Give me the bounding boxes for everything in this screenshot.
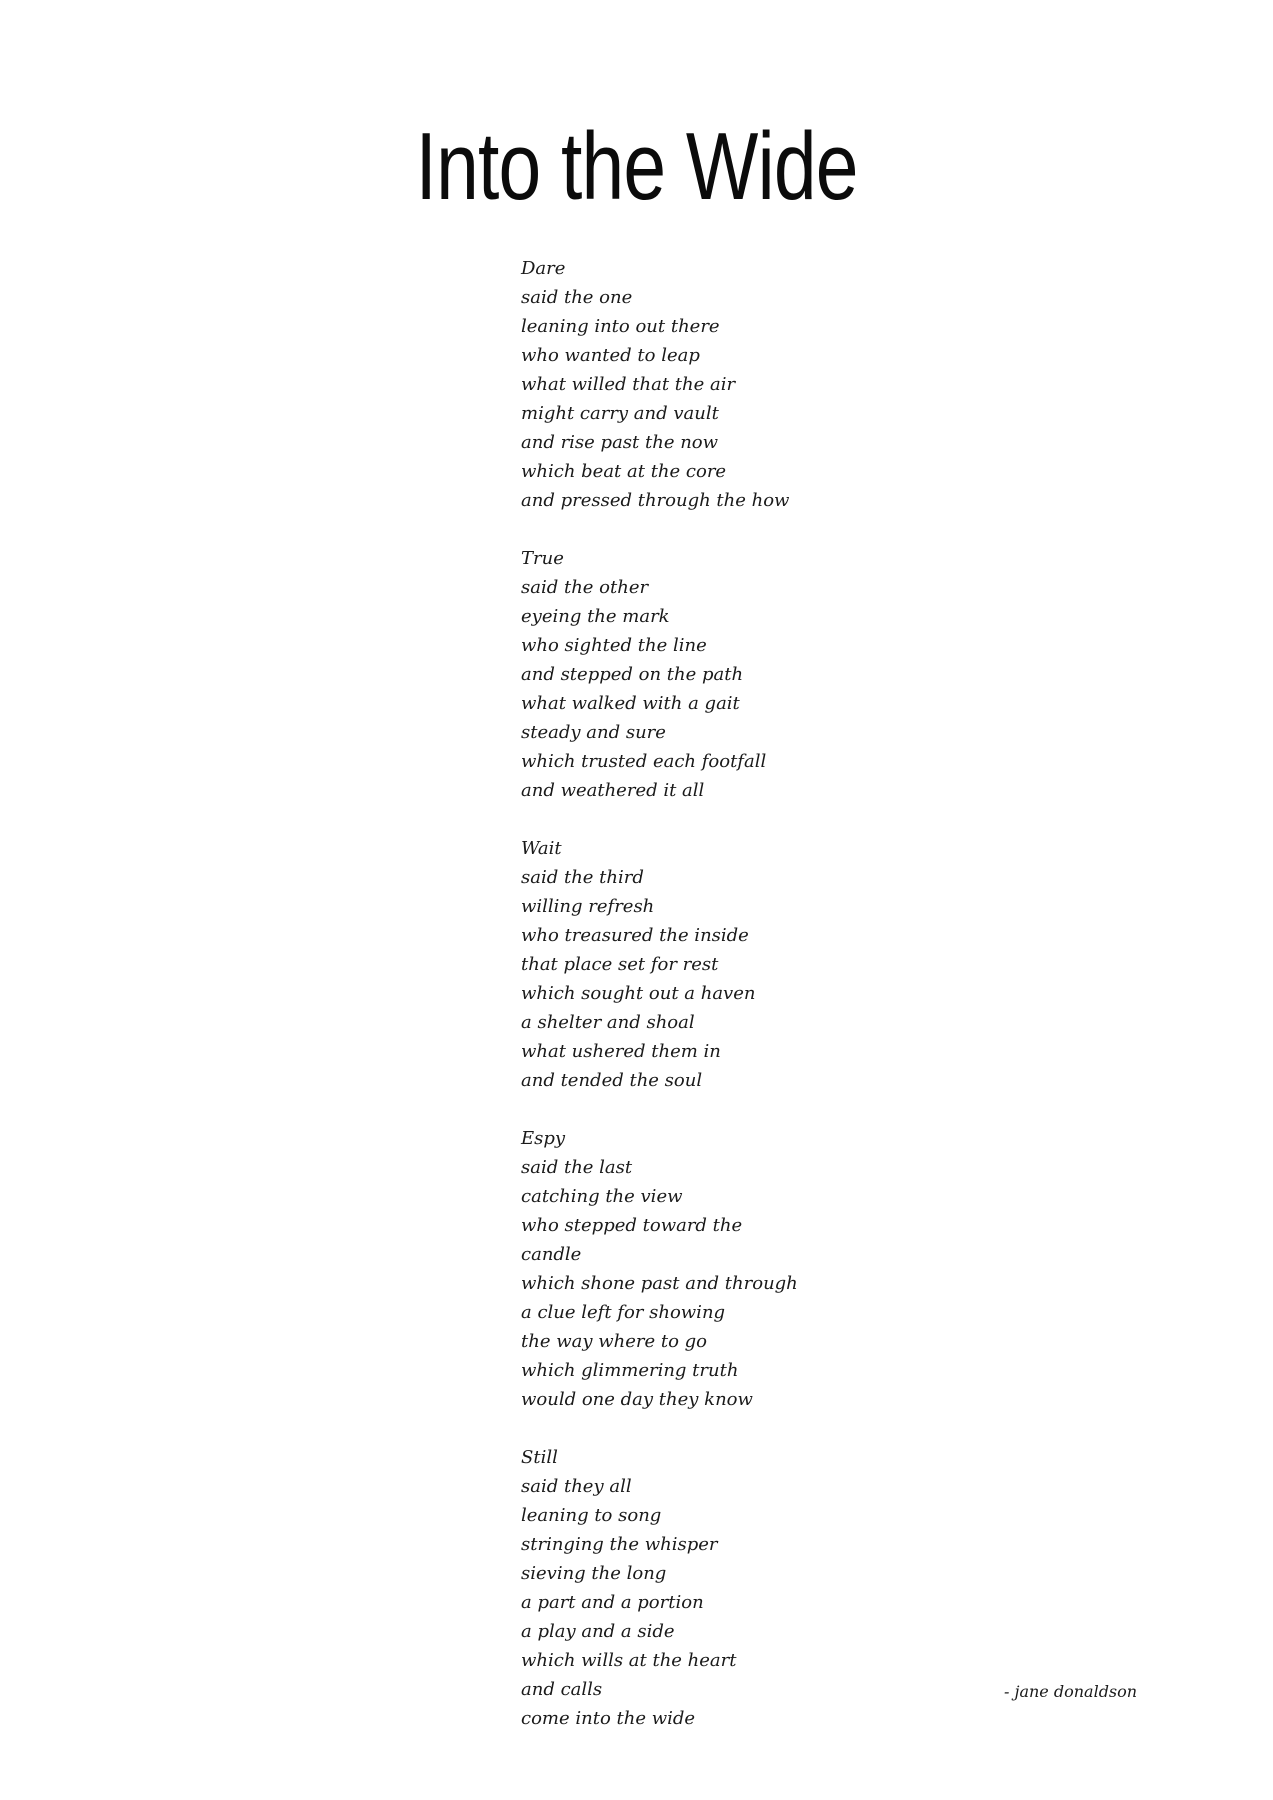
poem-line: Espy [521, 1128, 566, 1149]
poem-line: the way where to go [521, 1331, 708, 1352]
poem-line: and rise past the now [521, 432, 719, 453]
poem-line: that place set for rest [521, 954, 719, 975]
poem-line: candle [521, 1244, 582, 1265]
stanza [521, 834, 881, 1095]
poem-line: and weathered it all [521, 780, 705, 801]
poem-line: what willed that the air [521, 374, 736, 395]
poem-line: which shone past and through [521, 1273, 798, 1294]
poem-line: and tended the soul [521, 1070, 703, 1091]
poem-line: leaning into out there [521, 316, 720, 337]
poem-line: a play and a side [521, 1621, 675, 1642]
poem-line: stringing the whisper [521, 1534, 718, 1555]
poem-line: Dare [521, 258, 566, 279]
author-signature: - jane donaldson [1004, 1682, 1138, 1701]
poem-line: come into the wide [521, 1708, 696, 1729]
poem-line: which sought out a haven [521, 983, 756, 1004]
poem-line: a part and a portion [521, 1592, 704, 1613]
poem-line: said the other [521, 577, 649, 598]
poem-line: and calls [521, 1679, 603, 1700]
poem-line: which wills at the heart [521, 1650, 737, 1671]
poem-line: a shelter and shoal [521, 1012, 695, 1033]
stanza [521, 1124, 881, 1414]
poem-line: who treasured the inside [521, 925, 749, 946]
poem-line: would one day they know [521, 1389, 753, 1410]
poem-line: Still [521, 1447, 558, 1468]
poem-body [521, 254, 881, 1762]
poem-line: which trusted each footfall [521, 751, 767, 772]
poem-line: said the one [521, 287, 633, 308]
poem-title: Into the Wide [415, 113, 858, 220]
poem-line: who sighted the line [521, 635, 707, 656]
poem-line: Wait [521, 838, 562, 859]
poem-line: what ushered them in [521, 1041, 721, 1062]
poem-line: catching the view [521, 1186, 683, 1207]
poem-line: might carry and vault [521, 403, 719, 424]
poem-line: what walked with a gait [521, 693, 740, 714]
poem-line: said the last [521, 1157, 633, 1178]
stanza [521, 1443, 881, 1733]
poem-line: a clue left for showing [521, 1302, 726, 1323]
poem-line: steady and sure [521, 722, 666, 743]
poem-line: said they all [521, 1476, 632, 1497]
poem-line: leaning to song [521, 1505, 662, 1526]
poem-line: who wanted to leap [521, 345, 700, 366]
poem-line: eyeing the mark [521, 606, 670, 627]
poem-line: who stepped toward the [521, 1215, 743, 1236]
stanza [521, 544, 881, 805]
poem-line: True [521, 548, 564, 569]
poem-line: and stepped on the path [521, 664, 744, 685]
stanza [521, 254, 881, 515]
poem-line: sieving the long [521, 1563, 667, 1584]
poem-line: said the third [521, 867, 644, 888]
poem-line: and pressed through the how [521, 490, 790, 511]
poem-line: which glimmering truth [521, 1360, 739, 1381]
poem-line: willing refresh [521, 896, 655, 917]
poem-line: which beat at the core [521, 461, 727, 482]
